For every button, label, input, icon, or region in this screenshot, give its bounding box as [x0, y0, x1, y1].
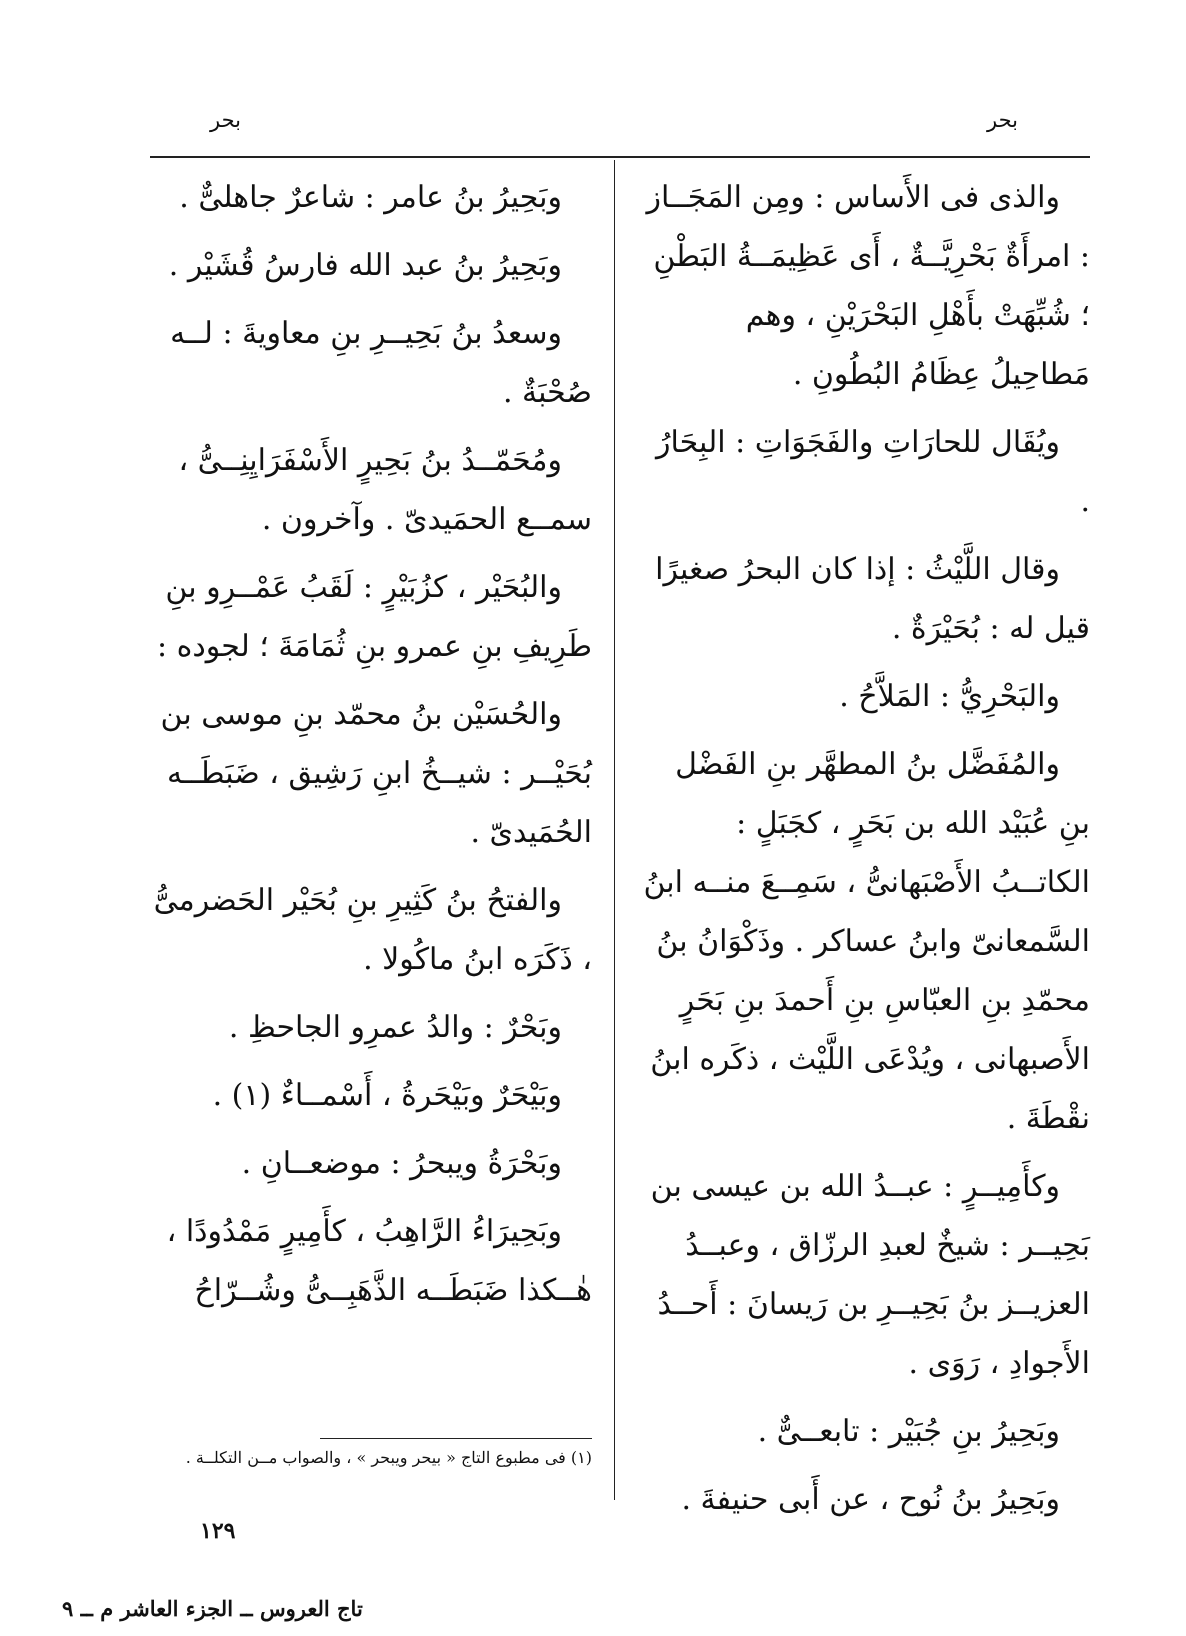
- column-divider: [614, 160, 615, 1500]
- left-column: [150, 168, 592, 1329]
- entry: وقال اللَّيْثُ : إذا كان البحرُ صغيرًا قيل له : بُحَيْرَةٌ .: [655, 552, 1090, 646]
- entry: والحُسَيْن بنُ محمّد بنِ موسى بن بُحَيْــر : شيــخُ ابنِ رَشِيق ، ضَبَطَــه الحُمَيدىّ .: [160, 697, 592, 850]
- entry: وبَحِيرُ بنُ نُوح ، عن أَبى حنيفةَ .: [681, 1482, 1060, 1517]
- entry: والذى فى الأَساس : ومِن المَجَــاز : امرأَةٌ بَحْرِيَّــةٌ ، أَى عَظِيمَــةُ البَطْنِ ؛ شُبِّهَتْ بأَهْلِ البَحْرَيْنِ ، وهم مَطاحِيلُ عِظَامُ البُطُونِ .: [646, 180, 1090, 392]
- entry: ويُقَال للحارَاتِ والفَجَوَاتِ : البِحَارُ .: [656, 425, 1090, 519]
- entry: وبَحِيرُ بنُ عامر : شاعرٌ جاهلىٌّ .: [179, 180, 562, 215]
- entry: والفتحُ بنُ كَثِيرِ بنِ بُحَيْر الحَضرمىُّ ، ذَكَرَه ابنُ ماكُولا .: [153, 883, 592, 977]
- page-number: ١٢٩: [200, 1518, 236, 1544]
- entry: وكأَمِيــرٍ : عبــدُ الله بن عيسى بن بَحِيــر : شيخٌ لعبدِ الرزّاق ، وعبــدُ العزيــز بنُ بَحِيــرِ بن رَيسانَ : أَحــدُ الأَجوادِ ، رَوَى .: [650, 1169, 1090, 1381]
- right-column: [640, 168, 1090, 1538]
- entry: والبَحْرِيُّ : المَلاَّحُ .: [839, 679, 1060, 714]
- entry: وبَحِيرُ بنِ جُبَيْر : تابعــىٌّ .: [757, 1414, 1060, 1449]
- entry: وسعدُ بنُ بَحِيــرِ بنِ معاويةَ : لــه صُحْبَةٌ .: [170, 316, 592, 410]
- footer-signature: تاج العروس ــ الجزء العاشر م ــ ٩: [62, 1596, 363, 1621]
- running-head-left: بحر: [210, 108, 241, 132]
- entry: والمُفَضَّل بنُ المطهَّر بنِ الفَضْل بنِ عُبَيْد الله بن بَحَرٍ ، كجَبَلٍ : الكاتــبُ الأَصْبَهانىُّ ، سَمِــعَ منــه ابنُ السَّمعانىّ وابنُ عساكر . وذَكْوَانُ بنُ محمّدِ بنِ العبّاسِ بنِ أَحمدَ بنِ بَحَرٍ الأَصبهانى ، ويُدْعَى اللَّيْث ، ذكَره ابنُ نقْطَةَ .: [643, 747, 1090, 1136]
- running-head-right: بحر: [987, 108, 1018, 132]
- entry: وبَحِيرَاءُ الرَّاهِبُ ، كأَمِيرٍ مَمْدُودًا ، هٰــكذا ضَبَطَــه الذَّهَبِــىُّ وشُــرّاحُ: [166, 1214, 592, 1308]
- header-rule: [150, 156, 1090, 158]
- entry: وبَحْرٌ : والدُ عمرِو الجاحظِ .: [228, 1010, 562, 1045]
- footnote-rule: [320, 1438, 592, 1439]
- entry: وبَحِيرُ بنُ عبد الله فارسُ قُشَيْر .: [168, 248, 562, 283]
- entry: والبُحَيْر ، كزُبَيْرٍ : لَقَبُ عَمْــرِو بنِ طَرِيفِ بنِ عمرو بنِ ثُمَامَةَ ؛ لجوده :: [157, 570, 592, 664]
- entry: وبَحْرَةُ ويبحرُ : موضعــانِ .: [241, 1146, 562, 1181]
- footnote: (١) فى مطبوع التاج « بيحر ويبحر » ، والصواب مــن التكلــة .: [185, 1448, 592, 1467]
- entry: وبَيْحَرٌ وبَيْحَرةُ ، أَسْمــاءٌ (١) .: [212, 1078, 562, 1113]
- entry: ومُحَمّــدُ بنُ بَحِيرٍ الأَسْفَرَايِنِــىُّ ، سمــع الحمَيدىّ . وآخرون .: [178, 443, 592, 537]
